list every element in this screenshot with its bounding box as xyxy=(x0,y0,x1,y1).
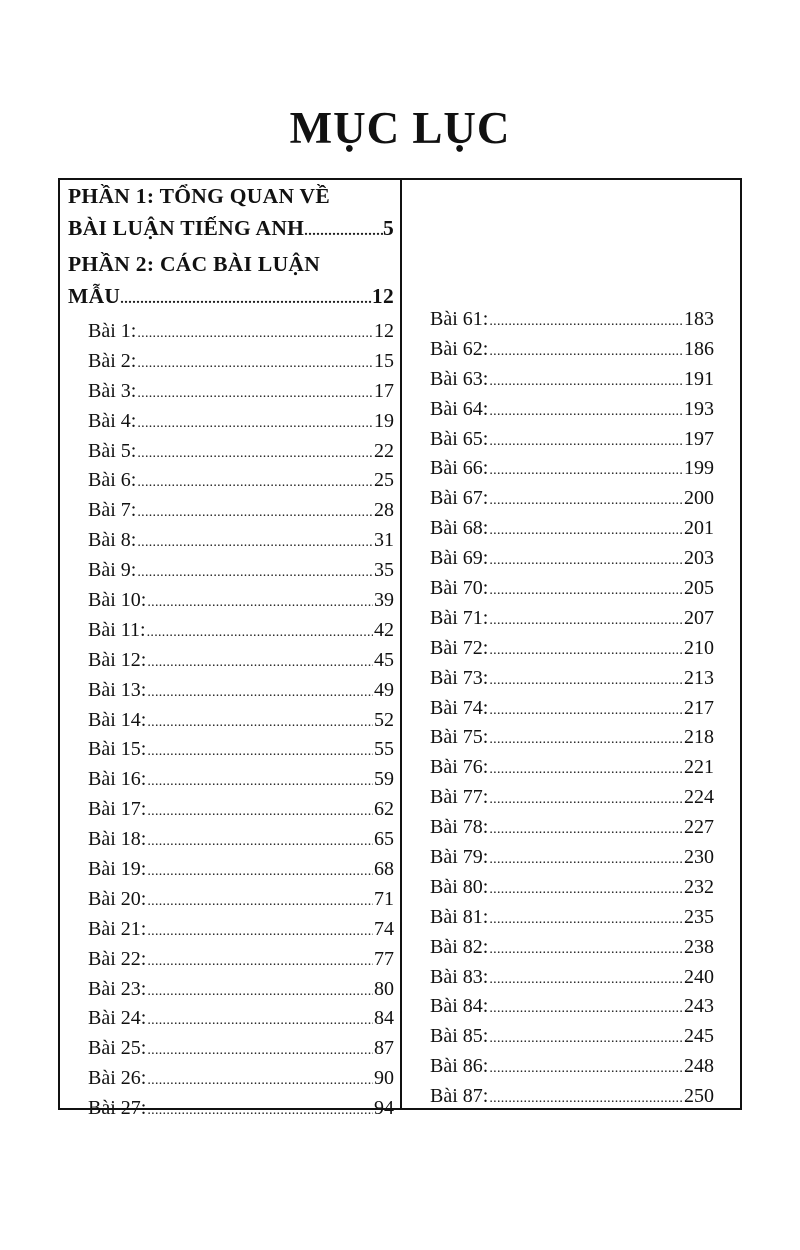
toc-entry[interactable] xyxy=(68,975,394,1005)
dot-leader xyxy=(489,1024,683,1054)
toc-entry[interactable] xyxy=(430,903,714,933)
toc-left-column xyxy=(68,180,394,1124)
toc-entry-page: 210 xyxy=(684,636,714,659)
toc-entry-page: 39 xyxy=(374,589,394,612)
toc-entry-label: Bài 9: xyxy=(88,559,137,582)
toc-entry-page: 205 xyxy=(684,577,714,600)
toc-entry[interactable] xyxy=(430,574,714,604)
toc-entry[interactable] xyxy=(430,873,714,903)
toc-entry-label: Bài 21: xyxy=(88,917,147,940)
toc-entry-page: 17 xyxy=(374,379,394,402)
toc-right-entries xyxy=(430,305,714,1112)
toc-entry-page: 80 xyxy=(374,977,394,1000)
toc-entry[interactable] xyxy=(430,634,714,664)
toc-entry[interactable] xyxy=(430,484,714,514)
toc-entry-label: Bài 75: xyxy=(430,726,489,749)
dot-leader xyxy=(489,1084,683,1114)
toc-entry[interactable] xyxy=(68,1064,394,1094)
dot-leader xyxy=(489,337,683,367)
toc-entry-label: Bài 61: xyxy=(430,308,489,330)
toc-entry[interactable] xyxy=(430,514,714,544)
toc-entry-page: 191 xyxy=(684,367,714,390)
toc-entry-label: Bài 79: xyxy=(430,846,489,869)
toc-entry-page: 52 xyxy=(374,708,394,731)
toc-entry[interactable] xyxy=(68,825,394,855)
toc-entry[interactable] xyxy=(68,407,394,437)
dot-leader xyxy=(147,1036,373,1066)
toc-entry-label: Bài 20: xyxy=(88,887,147,910)
toc-entry-label: Bài 65: xyxy=(430,427,489,450)
toc-entry[interactable] xyxy=(68,676,394,706)
toc-entry[interactable] xyxy=(68,1034,394,1064)
toc-entry[interactable] xyxy=(430,425,714,455)
toc-entry[interactable] xyxy=(430,365,714,395)
toc-entry-page: 49 xyxy=(374,678,394,701)
toc-entry-page: 77 xyxy=(374,947,394,970)
toc-entry-label: Bài 15: xyxy=(88,738,147,761)
toc-entry-page: 193 xyxy=(684,397,714,420)
toc-entry-label: Bài 66: xyxy=(430,457,489,480)
toc-entry-label: Bài 77: xyxy=(430,786,489,809)
dot-leader xyxy=(489,755,683,785)
toc-entry[interactable] xyxy=(68,945,394,975)
dot-leader xyxy=(489,666,683,696)
toc-entry-page: 232 xyxy=(684,875,714,898)
dot-leader xyxy=(304,216,383,248)
toc-entry-page: 65 xyxy=(374,828,394,851)
toc-entry-label: Bài 3: xyxy=(88,379,137,402)
dot-leader xyxy=(489,725,683,755)
table-of-contents xyxy=(58,178,742,1120)
page-title: MỤC LỤC xyxy=(289,103,511,153)
dot-leader xyxy=(147,917,373,947)
toc-entry-label: Bài 5: xyxy=(88,439,137,462)
toc-entry-page: 230 xyxy=(684,846,714,869)
dot-leader xyxy=(489,456,683,486)
dot-leader xyxy=(147,588,373,618)
toc-entry-label: Bài 26: xyxy=(88,1067,147,1090)
toc-entry-page: 248 xyxy=(684,1055,714,1078)
dot-leader xyxy=(489,875,683,905)
toc-entry-label: Bài 73: xyxy=(430,666,489,689)
toc-entry[interactable] xyxy=(430,305,714,335)
toc-entry-label: Bài 62: xyxy=(430,337,489,360)
dot-leader xyxy=(137,409,373,439)
toc-entry-page: 31 xyxy=(374,529,394,552)
column-divider xyxy=(400,180,402,1108)
toc-entry-page: 238 xyxy=(684,935,714,958)
toc-entry-page: 12 xyxy=(374,320,394,342)
toc-entry-page: 186 xyxy=(684,337,714,360)
toc-entry-page: 203 xyxy=(684,547,714,570)
toc-entry-label: Bài 82: xyxy=(430,935,489,958)
dot-leader xyxy=(489,845,683,875)
toc-entry-page: 42 xyxy=(374,618,394,641)
dot-leader xyxy=(147,708,373,738)
toc-entry-label: Bài 85: xyxy=(430,1025,489,1048)
toc-entry[interactable] xyxy=(68,437,394,467)
dot-leader xyxy=(137,349,373,379)
dot-leader xyxy=(137,379,373,409)
dot-leader xyxy=(489,785,683,815)
toc-entry-label: Bài 7: xyxy=(88,499,137,522)
dot-leader xyxy=(137,468,373,498)
toc-part-1-page: 5 xyxy=(382,216,394,240)
dot-leader xyxy=(137,319,373,349)
toc-entry-page: 250 xyxy=(684,1085,714,1108)
toc-entry[interactable] xyxy=(68,765,394,795)
toc-entry[interactable] xyxy=(430,604,714,634)
toc-entry[interactable] xyxy=(430,783,714,813)
toc-entry[interactable] xyxy=(430,694,714,724)
toc-entry-label: Bài 74: xyxy=(430,696,489,719)
toc-entry-page: 35 xyxy=(374,559,394,582)
toc-entry-page: 94 xyxy=(374,1097,394,1120)
dot-leader xyxy=(489,606,683,636)
dot-leader xyxy=(147,678,373,708)
dot-leader xyxy=(489,935,683,965)
toc-part-1-title: PHẦN 1: TỔNG QUAN VỀ xyxy=(68,184,331,208)
toc-entry-label: Bài 2: xyxy=(88,349,137,372)
toc-entry[interactable] xyxy=(430,933,714,963)
toc-entry[interactable] xyxy=(430,813,714,843)
dot-leader xyxy=(147,887,373,917)
toc-entry[interactable] xyxy=(430,544,714,574)
toc-entry[interactable] xyxy=(68,586,394,616)
toc-entry-page: 207 xyxy=(684,606,714,629)
toc-entry-page: 74 xyxy=(374,917,394,940)
toc-left-entries xyxy=(68,317,394,1124)
toc-entry-label: Bài 4: xyxy=(88,409,137,432)
dot-leader xyxy=(147,737,373,767)
toc-entry-label: Bài 63: xyxy=(430,367,489,390)
dot-leader xyxy=(489,905,683,935)
dot-leader xyxy=(147,947,373,977)
toc-right-column xyxy=(430,304,714,1112)
toc-entry-label: Bài 80: xyxy=(430,875,489,898)
dot-leader xyxy=(120,284,372,316)
dot-leader xyxy=(489,576,683,606)
toc-entry-label: Bài 14: xyxy=(88,708,147,731)
toc-part-1-subtitle: BÀI LUẬN TIẾNG ANH xyxy=(68,216,305,240)
toc-entry[interactable] xyxy=(68,915,394,945)
toc-entry[interactable] xyxy=(68,377,394,407)
toc-entry-page: 200 xyxy=(684,487,714,510)
dot-leader xyxy=(147,797,373,827)
toc-entry[interactable] xyxy=(430,843,714,873)
toc-entry-page: 84 xyxy=(374,1007,394,1030)
toc-entry-label: Bài 13: xyxy=(88,678,147,701)
dot-leader xyxy=(147,977,373,1007)
toc-part-2-page: 12 xyxy=(371,284,394,308)
dot-leader xyxy=(489,994,683,1024)
toc-entry-page: 227 xyxy=(684,816,714,839)
toc-entry-page: 183 xyxy=(684,308,714,330)
toc-entry-page: 90 xyxy=(374,1067,394,1090)
toc-entry-label: Bài 67: xyxy=(430,487,489,510)
toc-entry[interactable] xyxy=(430,454,714,484)
toc-entry-label: Bài 6: xyxy=(88,469,137,492)
toc-entry-label: Bài 87: xyxy=(430,1085,489,1108)
toc-entry[interactable] xyxy=(430,723,714,753)
toc-entry[interactable] xyxy=(68,347,394,377)
dot-leader xyxy=(489,965,683,995)
toc-entry-label: Bài 70: xyxy=(430,577,489,600)
toc-entry-label: Bài 17: xyxy=(88,798,147,821)
toc-entry-page: 87 xyxy=(374,1037,394,1060)
dot-leader xyxy=(489,486,683,516)
toc-entry-label: Bài 23: xyxy=(88,977,147,1000)
dot-leader xyxy=(137,498,373,528)
toc-entry-page: 217 xyxy=(684,696,714,719)
dot-leader xyxy=(147,648,373,678)
dot-leader xyxy=(489,696,683,726)
toc-entry-page: 22 xyxy=(374,439,394,462)
dot-leader xyxy=(147,618,373,648)
toc-entry-page: 25 xyxy=(374,469,394,492)
dot-leader xyxy=(137,528,373,558)
dot-leader xyxy=(147,827,373,857)
dot-leader xyxy=(137,439,373,469)
toc-entry[interactable] xyxy=(68,556,394,586)
toc-entry[interactable] xyxy=(430,1022,714,1052)
toc-entry-label: Bài 81: xyxy=(430,905,489,928)
toc-entry-page: 71 xyxy=(374,887,394,910)
toc-entry-page: 55 xyxy=(374,738,394,761)
dot-leader xyxy=(489,397,683,427)
dot-leader xyxy=(489,516,683,546)
toc-entry-page: 213 xyxy=(684,666,714,689)
toc-entry-label: Bài 76: xyxy=(430,756,489,779)
toc-entry[interactable] xyxy=(68,616,394,646)
toc-entry-page: 62 xyxy=(374,798,394,821)
toc-entry[interactable] xyxy=(430,395,714,425)
toc-entry-page: 218 xyxy=(684,726,714,749)
toc-entry[interactable] xyxy=(430,963,714,993)
toc-entry-label: Bài 10: xyxy=(88,589,147,612)
toc-entry-page: 45 xyxy=(374,648,394,671)
toc-entry[interactable] xyxy=(68,885,394,915)
toc-entry[interactable] xyxy=(68,646,394,676)
dot-leader xyxy=(489,546,683,576)
toc-entry[interactable] xyxy=(430,664,714,694)
toc-entry[interactable] xyxy=(68,496,394,526)
toc-entry[interactable] xyxy=(68,317,394,347)
toc-entry-page: 68 xyxy=(374,858,394,881)
dot-leader xyxy=(147,1096,373,1126)
toc-entry[interactable] xyxy=(68,1004,394,1034)
toc-entry[interactable] xyxy=(430,335,714,365)
toc-entry-page: 28 xyxy=(374,499,394,522)
toc-entry-label: Bài 84: xyxy=(430,995,489,1018)
dot-leader xyxy=(489,307,683,337)
toc-entry[interactable] xyxy=(68,706,394,736)
toc-part-1[interactable] xyxy=(68,180,394,248)
toc-entry-label: Bài 11: xyxy=(88,618,146,641)
toc-part-2-subtitle: MẪU xyxy=(68,284,121,308)
toc-entry[interactable] xyxy=(68,855,394,885)
toc-entry-label: Bài 19: xyxy=(88,858,147,881)
dot-leader xyxy=(489,427,683,457)
toc-part-2-title: PHẦN 2: CÁC BÀI LUẬN xyxy=(68,252,321,276)
toc-entry-label: Bài 86: xyxy=(430,1055,489,1078)
toc-entry-label: Bài 25: xyxy=(88,1037,147,1060)
toc-entry-page: 197 xyxy=(684,427,714,450)
toc-entry-label: Bài 72: xyxy=(430,636,489,659)
toc-entry-label: Bài 71: xyxy=(430,606,489,629)
toc-entry[interactable] xyxy=(430,1082,714,1112)
dot-leader xyxy=(147,1066,373,1096)
toc-entry-page: 59 xyxy=(374,768,394,791)
toc-entry[interactable] xyxy=(68,795,394,825)
dot-leader xyxy=(147,857,373,887)
dot-leader xyxy=(489,367,683,397)
toc-entry[interactable] xyxy=(68,735,394,765)
toc-entry[interactable] xyxy=(68,466,394,496)
toc-entry-page: 201 xyxy=(684,517,714,540)
toc-entry[interactable] xyxy=(68,1094,394,1124)
toc-entry[interactable] xyxy=(430,753,714,783)
toc-part-2[interactable] xyxy=(68,248,394,316)
toc-entry-page: 221 xyxy=(684,756,714,779)
toc-entry[interactable] xyxy=(430,1052,714,1082)
dot-leader xyxy=(137,558,373,588)
toc-entry-page: 199 xyxy=(684,457,714,480)
toc-entry-page: 235 xyxy=(684,905,714,928)
dot-leader xyxy=(489,1054,683,1084)
toc-entry-label: Bài 69: xyxy=(430,547,489,570)
toc-entry-label: Bài 64: xyxy=(430,397,489,420)
toc-entry-page: 19 xyxy=(374,409,394,432)
toc-entry-label: Bài 12: xyxy=(88,648,147,671)
toc-entry[interactable] xyxy=(430,992,714,1022)
toc-entry-label: Bài 83: xyxy=(430,965,489,988)
toc-entry-page: 245 xyxy=(684,1025,714,1048)
dot-leader xyxy=(489,815,683,845)
toc-entry-label: Bài 27: xyxy=(88,1097,147,1120)
toc-entry-label: Bài 78: xyxy=(430,816,489,839)
toc-entry-page: 15 xyxy=(374,349,394,372)
toc-entry-label: Bài 1: xyxy=(88,320,137,342)
toc-entry-page: 240 xyxy=(684,965,714,988)
toc-entry-label: Bài 8: xyxy=(88,529,137,552)
toc-entry-label: Bài 24: xyxy=(88,1007,147,1030)
dot-leader xyxy=(147,1006,373,1036)
toc-entry-label: Bài 22: xyxy=(88,947,147,970)
dot-leader xyxy=(489,636,683,666)
toc-entry-label: Bài 18: xyxy=(88,828,147,851)
toc-entry[interactable] xyxy=(68,526,394,556)
dot-leader xyxy=(147,767,373,797)
toc-entry-page: 243 xyxy=(684,995,714,1018)
toc-entry-page: 224 xyxy=(684,786,714,809)
toc-entry-label: Bài 68: xyxy=(430,517,489,540)
toc-entry-label: Bài 16: xyxy=(88,768,147,791)
